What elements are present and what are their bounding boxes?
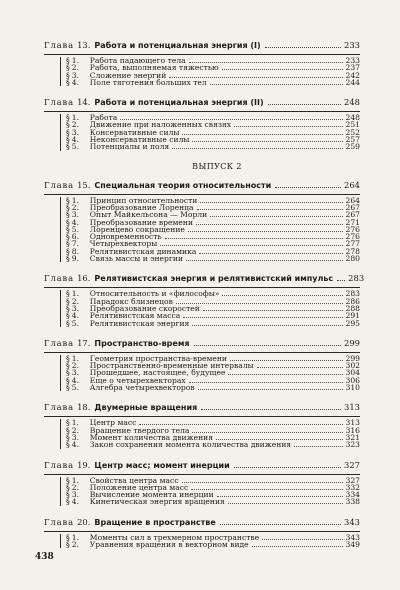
section-mark: § (66, 77, 70, 87)
section-mark: § (66, 311, 70, 321)
dot-leader (210, 216, 342, 217)
section-mark: § (66, 210, 70, 220)
section-number: 3. (71, 368, 80, 378)
section-title: Работа, выполняемая тяжестью (89, 63, 219, 73)
section-title: Моменты сил в трехмерном пространстве (89, 532, 260, 542)
chapter-rule (44, 416, 360, 417)
section-page: 242 (345, 70, 360, 80)
section-page: 244 (345, 77, 360, 87)
section-number: 1. (71, 475, 80, 485)
section-number: 3. (71, 432, 80, 442)
section-page: 286 (345, 296, 360, 306)
dot-leader (172, 148, 342, 149)
toc-section[interactable] (66, 384, 360, 391)
chapter-title: Вращение в пространстве (94, 517, 216, 527)
section-mark: § (66, 353, 70, 363)
section-page: 283 (345, 289, 360, 299)
section-mark: § (66, 135, 70, 145)
dot-leader (228, 503, 343, 504)
section-title: Парадокс близнецов (89, 296, 173, 306)
chapter-page: 248 (344, 97, 360, 108)
chapter-title: Специальная теория относительности (94, 180, 272, 190)
section-number: 2. (71, 482, 80, 492)
section-number: 2. (71, 296, 80, 306)
section-mark: § (66, 532, 70, 542)
section-title: Закон сохранения момента количества движения (89, 440, 292, 450)
chapter-number: 19. (77, 459, 91, 470)
section-mark: § (66, 368, 70, 378)
toc-section[interactable] (66, 255, 360, 262)
dot-leader (165, 238, 343, 239)
dot-leader (265, 47, 341, 48)
chapter-number: 15. (77, 179, 91, 190)
section-number: 1. (71, 56, 80, 65)
section-mark: § (66, 432, 70, 442)
section-mark: § (66, 254, 70, 264)
section-title: Сложение энергий (89, 70, 167, 80)
section-page: 313 (345, 418, 360, 428)
section-number: 3. (71, 127, 80, 137)
section-mark: § (66, 195, 70, 205)
section-title: Преобразование Лоренца (89, 202, 194, 212)
chapter-title: Релятивистская энергия и релятивистский импульс (94, 274, 334, 284)
chapter-page: 233 (344, 40, 360, 50)
section-number: 4. (71, 375, 80, 385)
chapter-page: 283 (348, 273, 365, 284)
section-number: 2. (71, 202, 80, 212)
section-mark: § (66, 296, 70, 306)
section-list (60, 419, 360, 448)
section-mark: § (66, 232, 70, 242)
section-number: 1. (71, 289, 80, 299)
section-list (60, 57, 360, 86)
dot-leader (182, 482, 343, 483)
section-title: Работа падающего тела (89, 56, 186, 65)
section-number: 1. (71, 418, 80, 428)
dot-leader (294, 446, 342, 447)
section-page: 327 (345, 475, 360, 485)
chapter-rule (44, 111, 360, 112)
section-mark: § (66, 113, 70, 123)
section-number: 5. (71, 142, 80, 152)
section-page: 334 (345, 490, 360, 500)
dot-leader (188, 231, 343, 232)
section-page: 252 (345, 127, 360, 137)
dot-leader (192, 325, 342, 326)
section-list (60, 477, 360, 506)
chapter-page: 264 (344, 179, 360, 190)
toc-chapter (44, 517, 360, 549)
section-list (60, 114, 360, 150)
section-number: 2. (71, 120, 80, 130)
section-mark: § (66, 539, 70, 549)
chapter-heading[interactable] (44, 40, 360, 51)
section-mark: § (66, 425, 70, 435)
section-number: 5. (71, 383, 80, 393)
section-number: 3. (71, 303, 80, 313)
section-number: 4. (71, 135, 80, 145)
chapter-heading[interactable] (44, 338, 360, 349)
section-number: 2. (71, 63, 80, 73)
section-page: 288 (345, 303, 360, 313)
section-list (60, 534, 360, 549)
section-page: 248 (345, 113, 360, 123)
section-title: Преобразование времени (89, 217, 194, 227)
dot-leader (196, 224, 342, 225)
section-mark: § (66, 303, 70, 313)
section-number: 1. (71, 532, 80, 542)
dot-leader (176, 303, 343, 304)
section-page: 338 (345, 497, 360, 507)
section-mark: § (66, 217, 70, 227)
section-title: Пространственно-временные интервалы (89, 361, 254, 371)
chapter-heading[interactable] (44, 97, 360, 108)
section-page: 291 (345, 311, 360, 321)
section-mark: § (66, 127, 70, 137)
chapter-rule (44, 352, 360, 353)
section-page: 271 (345, 217, 360, 227)
section-page: 251 (345, 120, 360, 130)
section-mark: § (66, 375, 70, 385)
section-page: 321 (345, 432, 360, 442)
dot-leader (197, 209, 343, 210)
dot-leader (210, 84, 343, 85)
section-mark: § (66, 70, 70, 80)
dot-leader (199, 253, 342, 254)
toc-section[interactable] (66, 79, 360, 86)
section-title: Вычисление момента инерции (89, 490, 214, 500)
section-title: Потенциалы и поля (89, 142, 170, 152)
dot-leader (234, 126, 342, 127)
section-page: 332 (345, 482, 360, 492)
dot-leader (228, 374, 342, 375)
section-title: Релятивистская энергия (89, 318, 190, 328)
section-mark: § (66, 361, 70, 371)
section-title: Уравнения вращения в векторном виде (89, 539, 249, 549)
dot-leader (198, 389, 343, 390)
section-list (60, 290, 360, 326)
toc-chapter (44, 180, 360, 263)
dot-leader (192, 432, 342, 433)
toc-chapter (44, 273, 365, 328)
section-title: Момент количества движения (89, 432, 214, 442)
chapter-prefix: Глава (44, 516, 75, 527)
section-number: 2. (71, 361, 80, 371)
chapter-number: 14. (77, 97, 91, 108)
section-title: Вращение твердого тела (89, 425, 190, 435)
page-number: 438 (35, 552, 54, 562)
section-mark: § (66, 490, 70, 500)
section-title: Опыт Майкельсона — Морли (89, 210, 208, 220)
section-page: 304 (345, 368, 360, 378)
chapter-prefix: Глава (44, 179, 75, 190)
section-mark: § (66, 383, 70, 393)
chapter-title: Пространство-время (94, 338, 190, 348)
dot-leader (257, 367, 343, 368)
section-title: Консервативные силы (89, 127, 180, 137)
section-title: Принцип относительности (89, 195, 198, 205)
dot-leader (186, 260, 342, 261)
issue-heading: ВЫПУСК 2 (192, 161, 242, 171)
dot-leader (217, 496, 343, 497)
section-page: 278 (345, 246, 360, 256)
section-page: 316 (345, 425, 360, 435)
section-mark: § (66, 482, 70, 492)
toc-chapter (44, 402, 360, 448)
section-page: 310 (345, 383, 360, 393)
chapter-number: 13. (77, 40, 91, 50)
toc-chapter (44, 97, 360, 150)
section-page: 306 (345, 375, 360, 385)
dot-leader (268, 104, 341, 105)
section-title: Кинетическая энергия вращения (89, 497, 225, 507)
section-number: 1. (71, 353, 80, 363)
section-number: 9. (71, 254, 80, 264)
toc-section[interactable] (66, 541, 360, 548)
chapter-prefix: Глава (44, 40, 75, 50)
chapter-rule (44, 531, 360, 532)
section-number: 4. (71, 497, 80, 507)
chapter-rule (44, 54, 360, 55)
chapter-rule (44, 474, 360, 475)
section-mark: § (66, 318, 70, 328)
chapter-heading[interactable] (44, 180, 360, 191)
section-page: 276 (345, 224, 360, 234)
section-page: 276 (345, 232, 360, 242)
section-page: 302 (345, 361, 360, 371)
chapter-prefix: Глава (44, 97, 75, 108)
section-title: Работа (89, 113, 118, 123)
section-title: Одновременность (89, 232, 162, 242)
chapter-rule (44, 194, 360, 195)
dot-leader (200, 202, 342, 203)
table-of-contents (44, 40, 365, 559)
section-page: 257 (345, 135, 360, 145)
section-number: 5. (71, 224, 80, 234)
chapter-page: 299 (344, 337, 360, 348)
section-title: Связь массы и энергии (89, 254, 184, 264)
section-list (60, 355, 360, 391)
chapter-page: 343 (344, 516, 360, 527)
toc-chapter (44, 40, 360, 86)
section-title: Неконсервативные силы (89, 135, 190, 145)
section-page: 349 (345, 539, 360, 549)
toc-chapter (44, 338, 360, 391)
dot-leader (194, 345, 341, 346)
dot-leader (262, 539, 342, 540)
dot-leader (222, 295, 342, 296)
dot-leader (220, 524, 341, 525)
toc-section[interactable] (66, 498, 360, 505)
dot-leader (183, 317, 342, 318)
section-number: 5. (71, 318, 80, 328)
toc-chapter (44, 460, 360, 506)
chapter-page: 327 (344, 459, 360, 470)
section-number: 3. (71, 70, 80, 80)
dot-leader (189, 382, 343, 383)
section-title: Прошедшее, настоящее, будущее (89, 368, 226, 378)
section-number: 3. (71, 210, 80, 220)
dot-leader (182, 134, 342, 135)
chapter-heading[interactable] (44, 460, 360, 471)
chapter-number: 18. (77, 402, 91, 413)
section-page: 280 (345, 254, 360, 264)
section-title: Четырехвекторы (89, 239, 158, 249)
dot-leader (234, 467, 341, 468)
chapter-number: 17. (77, 337, 91, 348)
section-mark: § (66, 440, 70, 450)
section-mark: § (66, 142, 70, 152)
dot-leader (201, 409, 341, 410)
section-title: Центр масс (89, 418, 137, 428)
chapter-prefix: Глава (44, 273, 75, 284)
section-mark: § (66, 224, 70, 234)
chapter-title: Работа и потенциальная энергия (II) (94, 98, 264, 108)
section-title: Поле тяготения больших тел (89, 77, 207, 87)
toc-section[interactable] (66, 441, 360, 448)
chapter-number: 16. (77, 273, 91, 284)
chapter-title: Двумерные вращения (94, 403, 198, 413)
section-title: Лоренцево сокращение (89, 224, 185, 234)
section-page: 267 (345, 202, 360, 212)
section-title: Положение центра масс (89, 482, 189, 492)
dot-leader (337, 280, 345, 281)
section-title: Релятивистская динамика (89, 246, 197, 256)
section-title: Относительность и «философы» (89, 289, 220, 299)
chapter-heading[interactable] (44, 273, 365, 284)
section-title: Геометрия пространства-времени (89, 353, 227, 363)
dot-leader (275, 187, 341, 188)
section-page: 299 (345, 353, 360, 363)
section-page: 237 (345, 63, 360, 73)
chapter-rule (44, 287, 360, 288)
section-mark: § (66, 56, 70, 65)
section-page: 295 (345, 318, 360, 328)
section-number: 1. (71, 113, 80, 123)
section-mark: § (66, 246, 70, 256)
section-title: Движение при наложенных связях (89, 120, 232, 130)
chapter-page: 313 (344, 402, 360, 413)
section-title: Свойства центра масс (89, 475, 179, 485)
section-number: 6. (71, 232, 80, 242)
toc-section[interactable] (66, 320, 360, 327)
dot-leader (222, 69, 343, 70)
section-number: 4. (71, 440, 80, 450)
chapter-number: 20. (77, 516, 91, 527)
section-mark: § (66, 202, 70, 212)
section-title: Алгебра четырехвекторов (89, 383, 195, 393)
section-title: Релятивистская масса (89, 311, 181, 321)
section-page: 264 (345, 195, 360, 205)
section-mark: § (66, 475, 70, 485)
section-page: 323 (345, 440, 360, 450)
section-title: Преобразование скоростей (89, 303, 200, 313)
chapter-title: Центр масс; момент инерции (94, 460, 230, 470)
toc-section[interactable] (66, 143, 360, 150)
section-mark: § (66, 120, 70, 130)
section-number: 4. (71, 77, 80, 87)
section-page: 233 (345, 56, 360, 65)
dot-leader (192, 141, 342, 142)
chapter-prefix: Глава (44, 402, 75, 413)
dot-leader (252, 546, 343, 547)
dot-leader (191, 489, 342, 490)
section-number: 1. (71, 195, 80, 205)
section-page: 259 (345, 142, 360, 152)
chapter-heading[interactable] (44, 402, 360, 413)
section-mark: § (66, 497, 70, 507)
section-page: 277 (345, 239, 360, 249)
section-number: 7. (71, 239, 80, 249)
section-mark: § (66, 289, 70, 299)
section-number: 2. (71, 539, 80, 549)
section-number: 3. (71, 490, 80, 500)
section-title: Еще о четырехвекторах (89, 375, 186, 385)
section-mark: § (66, 239, 70, 249)
section-number: 8. (71, 246, 80, 256)
section-number: 2. (71, 425, 80, 435)
section-page: 343 (345, 532, 360, 542)
section-number: 4. (71, 311, 80, 321)
dot-leader (203, 310, 343, 311)
section-mark: § (66, 418, 70, 428)
chapter-prefix: Глава (44, 337, 75, 348)
section-list (60, 197, 360, 263)
section-mark: § (66, 63, 70, 73)
chapter-prefix: Глава (44, 459, 75, 470)
chapter-title: Работа и потенциальная энергия (I) (94, 41, 261, 50)
section-page: 267 (345, 210, 360, 220)
section-number: 4. (71, 217, 80, 227)
chapter-heading[interactable] (44, 517, 360, 528)
